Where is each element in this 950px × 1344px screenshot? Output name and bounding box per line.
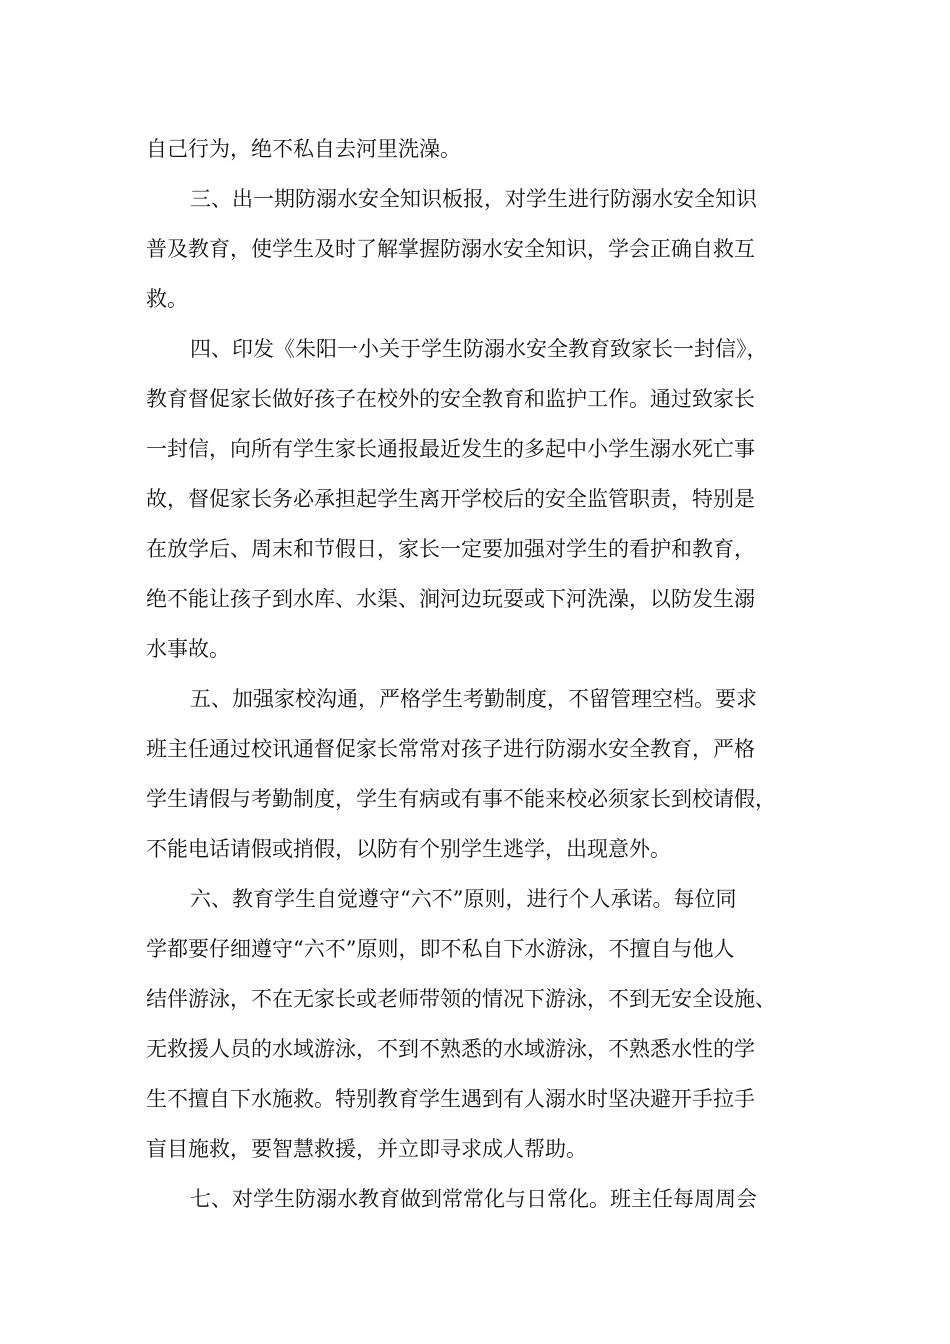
text-line: 生不擅自下水施救。特别教育学生遇到有人溺水时坚决避开手拉手 [146, 1087, 755, 1111]
text-line: 班主任通过校讯通督促家长常常对孩子进行防溺水安全教育，严格 [146, 737, 755, 761]
text-line: 学生请假与考勤制度，学生有病或有事不能来校必须家长到校请假， [146, 787, 776, 811]
text-line: 不能电话请假或捎假，以防有个别学生逃学，出现意外。 [146, 837, 671, 861]
text-line: 绝不能让孩子到水库、水渠、涧河边玩耍或下河洗澡，以防发生溺 [146, 587, 755, 611]
text-line: 救。 [146, 287, 188, 311]
text-line: 水事故。 [146, 637, 230, 661]
text-line: 无救援人员的水域游泳，不到不熟悉的水域游泳，不熟悉水性的学 [146, 1037, 755, 1061]
text-line: 学都要仔细遵守“六不”原则，即不私自下水游泳，不擅自与他人 [146, 937, 735, 961]
text-line: 在放学后、周末和节假日，家长一定要加强对学生的看护和教育， [146, 537, 755, 561]
text-line: 三、出一期防溺水安全知识板报，对学生进行防溺水安全知识 [190, 187, 757, 211]
text-line: 普及教育，使学生及时了解掌握防溺水安全知识，学会正确自救互 [146, 237, 755, 261]
text-line: 四、印发《朱阳一小关于学生防溺水安全教育致家长一封信》， [190, 337, 768, 361]
text-line: 五、加强家校沟通，严格学生考勤制度，不留管理空档。要求 [190, 687, 757, 711]
text-line: 自己行为，绝不私自去河里洗澡。 [146, 137, 461, 161]
text-line: 七、对学生防溺水教育做到常常化与日常化。班主任每周周会 [190, 1187, 757, 1211]
text-line: 故，督促家长务必承担起学生离开学校后的安全监管职责，特别是 [146, 487, 755, 511]
text-line: 结伴游泳，不在无家长或老师带领的情况下游泳，不到无安全设施、 [146, 987, 776, 1011]
text-line: 盲目施救，要智慧救援，并立即寻求成人帮助。 [146, 1137, 587, 1161]
text-line: 教育督促家长做好孩子在校外的安全教育和监护工作。通过致家长 [146, 387, 755, 411]
text-line: 六、教育学生自觉遵守“六不”原则，进行个人承诺。每位同 [190, 887, 737, 911]
text-line: 一封信，向所有学生家长通报最近发生的多起中小学生溺水死亡事 [146, 437, 755, 461]
